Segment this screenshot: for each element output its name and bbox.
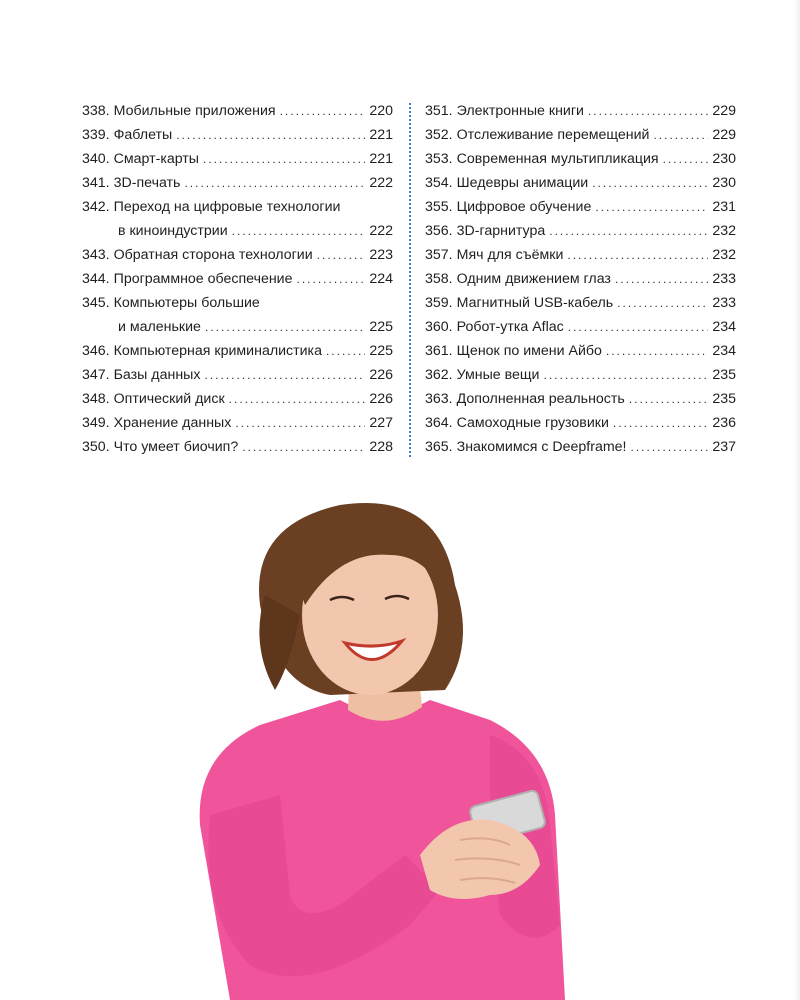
toc-entry[interactable] [425, 195, 736, 219]
toc-number: 347. [82, 367, 110, 383]
toc-line [425, 123, 736, 147]
toc-title: Мяч для съёмки [456, 247, 564, 263]
toc-number: 360. [425, 319, 453, 335]
toc-entry[interactable] [82, 411, 393, 435]
toc-entry[interactable] [425, 99, 736, 123]
toc-page-number: 223 [369, 247, 393, 263]
toc-line [82, 339, 393, 363]
toc-number: 353. [425, 151, 453, 167]
toc-leader-dots [176, 123, 365, 147]
toc-title: и маленькие [118, 319, 201, 335]
toc-page-number: 235 [712, 391, 736, 407]
toc-number: 365. [425, 439, 453, 455]
toc-leader-dots [568, 315, 709, 339]
toc-title: Базы данных [113, 367, 201, 383]
toc-number: 359. [425, 295, 453, 311]
toc-leader-dots [629, 387, 709, 411]
toc-leader-dots [588, 99, 708, 123]
toc-number: 352. [425, 127, 453, 143]
toc-line [82, 411, 393, 435]
toc-entry[interactable] [425, 147, 736, 171]
toc-title: Компьютерная криминалистика [113, 343, 322, 359]
column-divider [409, 103, 411, 457]
toc-entry[interactable] [82, 123, 393, 147]
toc-line [425, 363, 736, 387]
toc-leader-dots [592, 171, 708, 195]
toc-line [425, 195, 736, 219]
toc-leader-dots [617, 291, 708, 315]
toc-leader-dots [613, 411, 708, 435]
toc-page-number: 222 [369, 175, 393, 191]
toc-leader-dots [297, 267, 366, 291]
toc-entry[interactable] [425, 267, 736, 291]
toc-leader-dots [631, 435, 709, 459]
woman-with-phone-illustration [190, 495, 580, 1000]
toc-leader-dots [595, 195, 708, 219]
toc-line [425, 387, 736, 411]
toc-page-number: 224 [369, 271, 393, 287]
toc-line [425, 243, 736, 267]
toc-title: 3D-гарнитура [456, 223, 546, 239]
toc-page-number: 232 [712, 223, 736, 239]
toc-page-number: 227 [369, 415, 393, 431]
toc-leader-dots [543, 363, 708, 387]
toc-line [425, 171, 736, 195]
toc-title: Цифровое обучение [456, 199, 592, 215]
toc-line [425, 291, 736, 315]
toc-title: 3D-печать [113, 175, 181, 191]
toc-entry[interactable] [425, 219, 736, 243]
toc-title: Оптический диск [113, 391, 225, 407]
toc-title: Хранение данных [113, 415, 232, 431]
toc-title: Электронные книги [456, 103, 584, 119]
toc-number: 356. [425, 223, 453, 239]
toc-leader-dots [205, 315, 365, 339]
toc-line [82, 123, 393, 147]
toc-leader-dots [242, 435, 365, 459]
toc-line [82, 291, 393, 315]
toc-entry[interactable] [82, 435, 393, 459]
toc-leader-dots [653, 123, 708, 147]
toc-page-number: 236 [712, 415, 736, 431]
toc-page-number: 234 [712, 343, 736, 359]
toc-entry[interactable] [82, 99, 393, 123]
toc-title: Современная мультипликация [456, 151, 659, 167]
toc-page-number: 233 [712, 295, 736, 311]
toc-entry[interactable] [425, 411, 736, 435]
toc-page-number: 229 [712, 127, 736, 143]
toc-page-number: 225 [369, 319, 393, 335]
toc-title: Дополненная реальность [456, 391, 625, 407]
toc-line [82, 315, 393, 339]
toc-line [425, 315, 736, 339]
toc-title: Знакомимся с Deepframe! [456, 439, 627, 455]
toc-line [82, 363, 393, 387]
toc-number: 346. [82, 343, 110, 359]
toc-leader-dots [235, 411, 365, 435]
toc-entry[interactable] [82, 171, 393, 195]
toc-page-number: 232 [712, 247, 736, 263]
toc-line [82, 171, 393, 195]
toc-leader-dots [663, 147, 709, 171]
toc-page-number: 235 [712, 367, 736, 383]
toc-title: Робот-утка Aflac [456, 319, 564, 335]
page-edge-shadow [794, 0, 800, 1000]
toc-number: 362. [425, 367, 453, 383]
toc-leader-dots [615, 267, 708, 291]
toc-number: 358. [425, 271, 453, 287]
toc-line [82, 195, 393, 219]
toc-line [425, 147, 736, 171]
toc-title: Мобильные приложения [113, 103, 276, 119]
toc-page-number: 229 [712, 103, 736, 119]
toc-title: Смарт-карты [113, 151, 199, 167]
toc-entry[interactable] [82, 291, 393, 339]
toc-leader-dots [280, 99, 366, 123]
toc-number: 339. [82, 127, 110, 143]
toc-page-number: 231 [712, 199, 736, 215]
toc-leader-dots [232, 219, 366, 243]
toc-entry[interactable] [425, 363, 736, 387]
toc-leader-dots [229, 387, 366, 411]
toc-title: Обратная сторона технологии [113, 247, 313, 263]
toc-title: Магнитный USB-кабель [456, 295, 614, 311]
toc-line [82, 435, 393, 459]
toc-title: Щенок по имени Айбо [456, 343, 602, 359]
toc-number: 361. [425, 343, 453, 359]
toc-number: 338. [82, 103, 110, 119]
toc-page-number: 220 [369, 103, 393, 119]
toc-number: 349. [82, 415, 110, 431]
toc-line [425, 339, 736, 363]
toc-number: 351. [425, 103, 453, 119]
toc-line [82, 99, 393, 123]
toc-number: 344. [82, 271, 110, 287]
toc-page-number: 226 [369, 391, 393, 407]
toc-line [425, 267, 736, 291]
toc-page-number: 221 [369, 151, 393, 167]
toc-number: 354. [425, 175, 453, 191]
toc-title: Умные вещи [456, 367, 540, 383]
toc-page-number: 228 [369, 439, 393, 455]
toc-page-number: 234 [712, 319, 736, 335]
toc-title: Переход на цифровые технологии [113, 199, 341, 215]
toc-title: Компьютеры большие [113, 295, 260, 311]
toc-column-right [425, 99, 736, 459]
toc-number: 350. [82, 439, 110, 455]
toc-leader-dots [184, 171, 365, 195]
toc-number: 363. [425, 391, 453, 407]
toc-page-number: 230 [712, 175, 736, 191]
toc-title: Самоходные грузовики [456, 415, 609, 431]
toc-leader-dots [326, 339, 365, 363]
toc-line [425, 411, 736, 435]
toc-number: 348. [82, 391, 110, 407]
toc-title: Фаблеты [113, 127, 173, 143]
toc-entry[interactable] [425, 171, 736, 195]
toc-number: 340. [82, 151, 110, 167]
toc-leader-dots [567, 243, 708, 267]
toc-number: 343. [82, 247, 110, 263]
toc-title: Одним движением глаз [456, 271, 611, 287]
toc-entry[interactable] [82, 147, 393, 171]
toc-page-number: 233 [712, 271, 736, 287]
toc-line [425, 99, 736, 123]
toc-title: Что умеет биочип? [113, 439, 239, 455]
toc-page-number: 237 [712, 439, 736, 455]
toc-page-number: 225 [369, 343, 393, 359]
toc-entry[interactable] [82, 339, 393, 363]
toc-title: в киноиндустрии [118, 223, 228, 239]
toc-entry[interactable] [425, 435, 736, 459]
toc-leader-dots [203, 147, 365, 171]
toc-leader-dots [204, 363, 365, 387]
toc-entry[interactable] [425, 387, 736, 411]
toc-entry[interactable] [425, 243, 736, 267]
toc-page-number: 222 [369, 223, 393, 239]
toc-page-number: 226 [369, 367, 393, 383]
toc-line [82, 243, 393, 267]
toc-entry[interactable] [82, 195, 393, 243]
toc-number: 364. [425, 415, 453, 431]
toc-line [425, 219, 736, 243]
toc-number: 357. [425, 247, 453, 263]
toc-entry[interactable] [82, 267, 393, 291]
toc-line [425, 435, 736, 459]
toc-line [82, 219, 393, 243]
toc-entry[interactable] [425, 339, 736, 363]
toc-number: 341. [82, 175, 110, 191]
toc-leader-dots [606, 339, 708, 363]
toc-entry[interactable] [82, 387, 393, 411]
toc-page-number: 230 [712, 151, 736, 167]
toc-number: 345. [82, 295, 110, 311]
toc-leader-dots [317, 243, 366, 267]
toc-number: 342. [82, 199, 110, 215]
toc-line [82, 267, 393, 291]
toc-title: Шедевры анимации [456, 175, 589, 191]
toc-column-left [82, 99, 393, 459]
toc-title: Отслеживание перемещений [456, 127, 650, 143]
toc-line [82, 387, 393, 411]
toc-page-number: 221 [369, 127, 393, 143]
toc-entry[interactable] [425, 291, 736, 315]
toc-title: Программное обеспечение [113, 271, 293, 287]
toc-number: 355. [425, 199, 453, 215]
toc-leader-dots [549, 219, 708, 243]
toc-line [82, 147, 393, 171]
toc-entry[interactable] [425, 123, 736, 147]
toc-entry[interactable] [82, 363, 393, 387]
toc-entry[interactable] [82, 243, 393, 267]
toc-entry[interactable] [425, 315, 736, 339]
